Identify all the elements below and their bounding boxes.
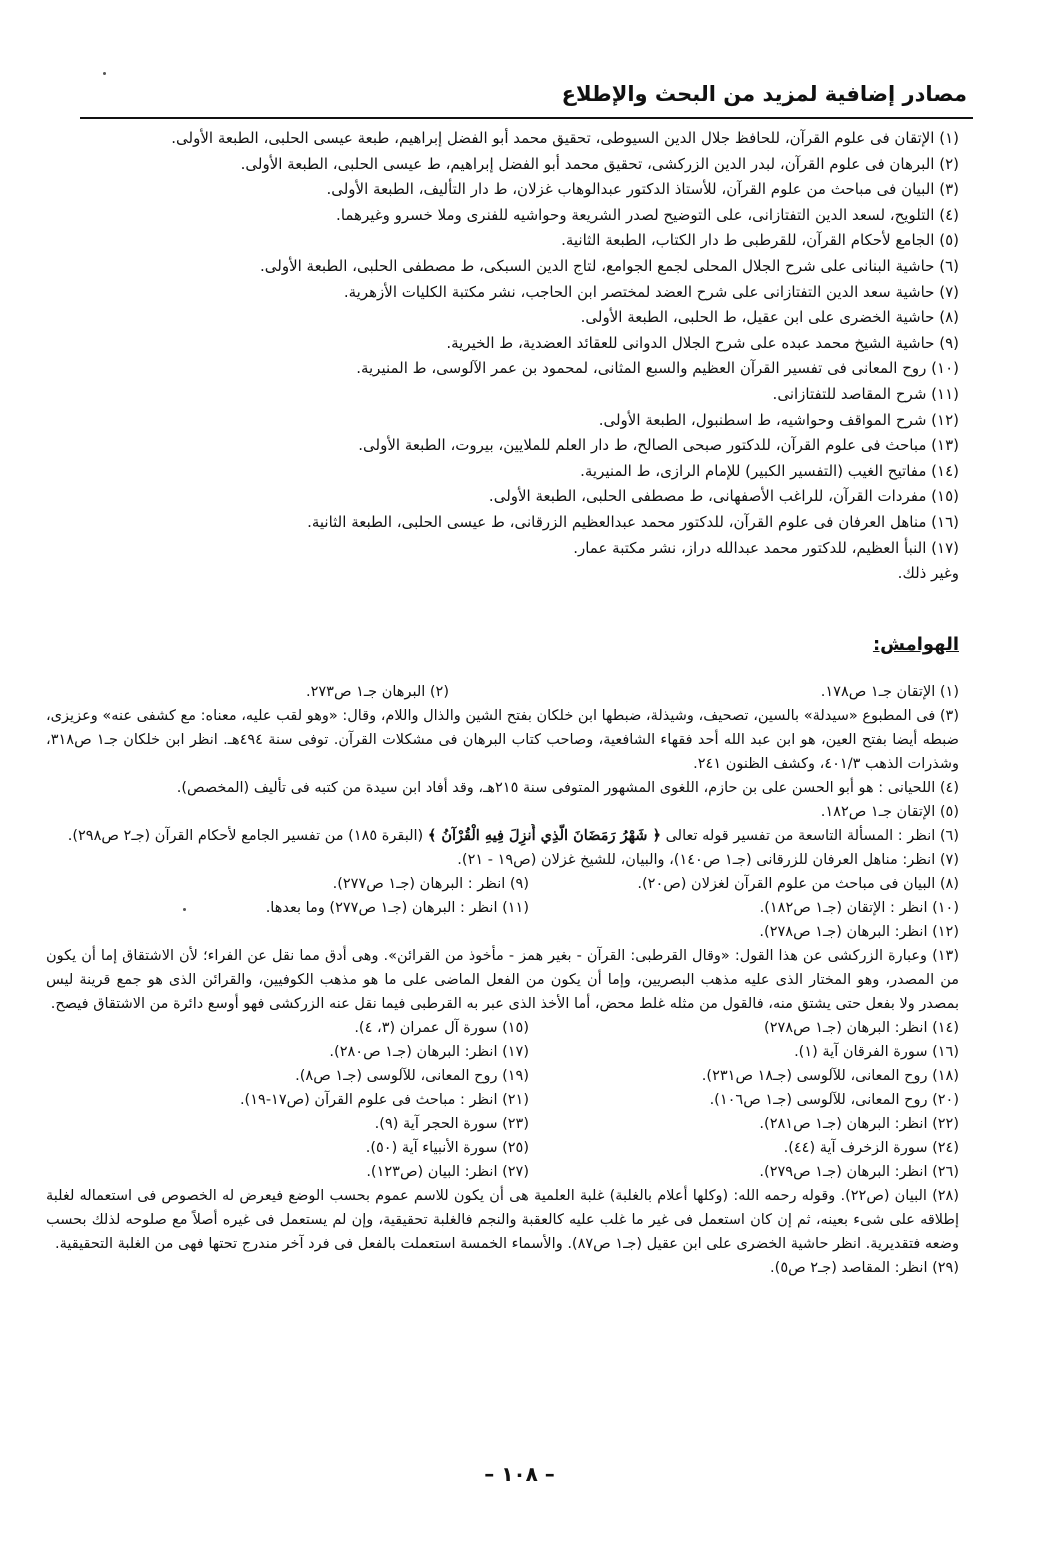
footnote-row (46, 680, 959, 704)
scan-speck (103, 72, 106, 75)
footnote: (١٣) وعبارة الزركشى عن هذا القول: «وقال القرطبى: القرآن - بغير همز - مأخوذ من القرائن». وهى أدق مما نقل عن الفراء؛ لأن الاشتقاق إما أن يكون من المصدر، وهو المختار الذى عليه مذهب البصريين، وإما أن يكون من الفعل الماضى على ما هو مذهب الكوفيين، والقرائن الذى هو جمع قرينة ليس بمصدر ولا بفعل حتى يشتق منه، فالقول من مثله غلط محض، أما الأخذ الذى عبر به القرطبى فيما نقل عنه الزركشى فهو أوسع دائرة من الاشتقاق فيصح. (46, 948, 959, 1012)
footnotes-heading: الهوامش: (872, 634, 959, 655)
footnote: (٩) انظر : البرهان (جـ١ ص٢٧٧). (332, 876, 529, 892)
footnote: (٦) انظر : المسألة التاسعة من تفسير قوله تعالى (665, 828, 959, 844)
page-number: – ١٠٨ – (484, 1462, 555, 1486)
source-item: (١٣) مباحث فى علوم القرآن، للدكتور صبحى الصالح، ط دار العلم للملايين، بيروت، الطبعة الأولى. (358, 436, 959, 455)
source-item: (٥) الجامع لأحكام القرآن، للقرطبى ط دار الكتاب، الطبعة الثانية. (561, 231, 959, 250)
source-item: (١٦) مناهل العرفان فى علوم القرآن، للدكتور محمد عبدالعظيم الزرقانى، ط عيسى الحلبى، الطبعة الثانية. (307, 512, 959, 531)
footnote-row (46, 1016, 959, 1040)
source-item: (٣) البيان فى مباحث من علوم القرآن، للأستاذ الدكتور عبدالوهاب غزلان، ط دار التأليف، الطبعة الأولى. (326, 180, 959, 199)
footnote: (٨) البيان فى مباحث من علوم القرآن لغزلان (ص٢٠). (637, 876, 959, 892)
footnote-quran-citation (46, 824, 959, 848)
footnote: (١٥) سورة آل عمران (٣، ٤). (354, 1020, 529, 1036)
footnote: (٢٧) انظر: البيان (ص١٢٣). (366, 1164, 529, 1180)
footnote-row (46, 872, 959, 896)
footnote: (البقرة ١٨٥) من تفسير الجامع لأحكام القرآن (جـ٢ ص٢٩٨). (67, 828, 424, 844)
footnote: (١٤) انظر: البرهان (جـ١ ص٢٧٨) (764, 1020, 959, 1036)
footnote-row (46, 1256, 959, 1280)
footnote: (٢١) انظر : مباحث فى علوم القرآن (ص١٧-١٩). (239, 1092, 529, 1108)
source-item: (٧) حاشية سعد الدين التفتازانى على شرح العضد لمختصر ابن الحاجب، نشر مكتبة الكليات الأزهرية. (343, 282, 959, 301)
footnote: (٢٦) انظر: البرهان (جـ١ ص٢٧٩). (759, 1164, 959, 1180)
footnote-row (46, 1040, 959, 1064)
source-item: (٩) حاشية الشيخ محمد عبده على شرح الجلال الدوانى للعقائد العضدية، ط الخيرية. (446, 333, 959, 352)
source-item: (١٤) مفاتيح الغيب (التفسير الكبير) للإمام الرازى، ط المنيرية. (580, 461, 959, 480)
footnote: (٣) فى المطبوع «سيدلة» بالسين، تصحيف، وشيذلة، ضبطها ابن خلكان بفتح الشين والذال واللام، وقال: «وهو لقب عليه، معناه: مع كشفى عنه» وعزيزى، ضبطه أيضا بفتح العين، هو ابن عبد الله أحد فقهاء الشافعية، وصاحب كتاب البرهان فى مشكلات القرآن. توفى سنة ٤٩٤هـ. انظر ابن خلكان جـ١ ص٣١٨، وشذرات الذهب ٤٠١/٣، وكشف الظنون ٢٤١. (46, 708, 959, 772)
footnote: (٥) الإتقان جـ١ ص١٨٢. (820, 804, 959, 820)
footnote-row (46, 1112, 959, 1136)
footnote: (٢٠) روح المعانى، للآلوسى (جـ١ ص١٠٦). (709, 1092, 959, 1108)
source-item: (١١) شرح المقاصد للتفتازانى. (772, 384, 959, 403)
sources-closing: وغير ذلك. (897, 564, 959, 583)
footnote: (٢٤) سورة الزخرف آية (٤٤). (783, 1140, 959, 1156)
footnote: (١٧) انظر: البرهان (جـ١ ص٢٨٠). (329, 1044, 529, 1060)
footnote: (١٨) روح المعانى، للآلوسى (جـ١٨ ص٢٣١). (701, 1068, 959, 1084)
footnote-row (46, 896, 959, 920)
sources-list (60, 126, 959, 587)
footnote: (٢٥) سورة الأنبياء آية (٥٠). (365, 1140, 529, 1156)
footnote-row (46, 1160, 959, 1184)
title-underline (80, 117, 973, 119)
footnote: (٢٣) سورة الحجر آية (٩). (374, 1116, 529, 1132)
source-item: (١٥) مفردات القرآن، للراغب الأصفهانى، ط مصطفى الحلبى، الطبعة الأولى. (488, 487, 959, 506)
footnote-row (46, 848, 959, 872)
source-item: (٦) حاشية البنانى على شرح الجلال المحلى لجمع الجوامع، لتاج الدين السبكى، ط مصطفى الحلبى، الطبعة الأولى. (259, 256, 959, 275)
source-item: (٨) حاشية الخضرى على ابن عقيل، ط الحلبى، الطبعة الأولى. (580, 308, 959, 327)
source-item: (١٧) النبأ العظيم، للدكتور محمد عبدالله دراز، نشر مكتبة عمار. (573, 538, 959, 557)
source-item: (١) الإتقان فى علوم القرآن، للحافظ جلال الدين السيوطى، تحقيق محمد أبو الفضل إبراهيم، طبعة عيسى الحلبى، الطبعة الأولى. (171, 129, 959, 147)
quran-verse: ﴿ شَهْرُ رَمَضَانَ الَّذِي أُنزِلَ فِيهِ الْقُرْآنُ ﴾ (427, 827, 661, 844)
footnote-row (46, 800, 959, 824)
source-item: (٢) البرهان فى علوم القرآن، لبدر الدين الزركشى، تحقيق محمد أبو الفضل إبراهيم، ط عيسى الحلبى، الطبعة الأولى. (240, 154, 959, 173)
footnote-row (46, 920, 959, 944)
footnote: (١٠) انظر : الإتقان (جـ١ ص١٨٢). (759, 900, 959, 916)
footnote: (٢٨) البيان (ص٢٢). وقوله رحمه الله: (وكلها أعلام بالغلبة) غلبة العلمية هى أن يكون للاسم عموم بحسب الوضع فيعرض له الخصوص فى استعماله لغلبة إطلاقه على شىء بعينه، ثم إن كان استعمل فى غير ما غلب عليه كالعقبة والنجم فالغلبة تحقيقية، وإن لم يستعمل فى غيره أصلاً مع صلوحه لذلك بحسب وضعه فتقديرية. انظر حاشية الخضرى على ابن عقيل (جـ١ ص٨٧). والأسماء الخمسة استعملت بالفعل فى فرد آخر مندرج تحتها فهى من الغلبة التحقيقية. (46, 1188, 959, 1252)
footnote: (٢٢) انظر: البرهان (جـ١ ص٢٨١). (759, 1116, 959, 1132)
footnotes (46, 680, 959, 1280)
source-item: (١٠) روح المعانى فى تفسير القرآن العظيم والسبع المثانى، لمحمود بن عمر الآلوسى، ط المنيرية. (356, 359, 959, 378)
footnote: (٧) انظر: مناهل العرفان للزرقانى (جـ١ ص١٤٠)، والبيان، للشيخ غزلان (ص١٩ - ٢١). (457, 852, 959, 868)
source-item: (١٢) شرح المواقف وحواشيه، ط اسطنبول، الطبعة الأولى. (598, 410, 959, 429)
footnote: (٢) البرهان جـ١ ص٢٧٣. (305, 684, 449, 700)
footnote-row (46, 1088, 959, 1112)
footnote: (١٢) انظر: البرهان (جـ١ ص٢٧٨). (759, 924, 959, 940)
footnote: (١٦) سورة الفرقان آية (١). (794, 1044, 959, 1060)
source-item: (٤) التلويح، لسعد الدين التفتازانى، على التوضيح لصدر الشريعة وحواشيه للفنرى وملا خسرو وغيرهما. (336, 205, 959, 224)
footnote: (١١) انظر : البرهان (جـ١ ص٢٧٧) وما بعدها. (265, 900, 529, 916)
footnote-row (46, 1064, 959, 1088)
footnote: (٤) اللحيانى : هو أبو الحسن على بن حازم، اللغوى المشهور المتوفى سنة ٢١٥هـ، وقد أفاد ابن سيدة من كتبه فى تأليف (المخصص). (176, 780, 959, 796)
footnote-row (46, 1136, 959, 1160)
footnote: (١) الإتقان جـ١ ص١٧٨. (820, 684, 959, 700)
footnote: (١٩) روح المعانى، للآلوسى (جـ١ ص٨). (295, 1068, 529, 1084)
section-title: مصادر إضافية لمزيد من البحث والإطلاع (561, 82, 967, 106)
footnote: (٢٩) انظر: المقاصد (جـ٢ ص٥). (770, 1260, 959, 1276)
